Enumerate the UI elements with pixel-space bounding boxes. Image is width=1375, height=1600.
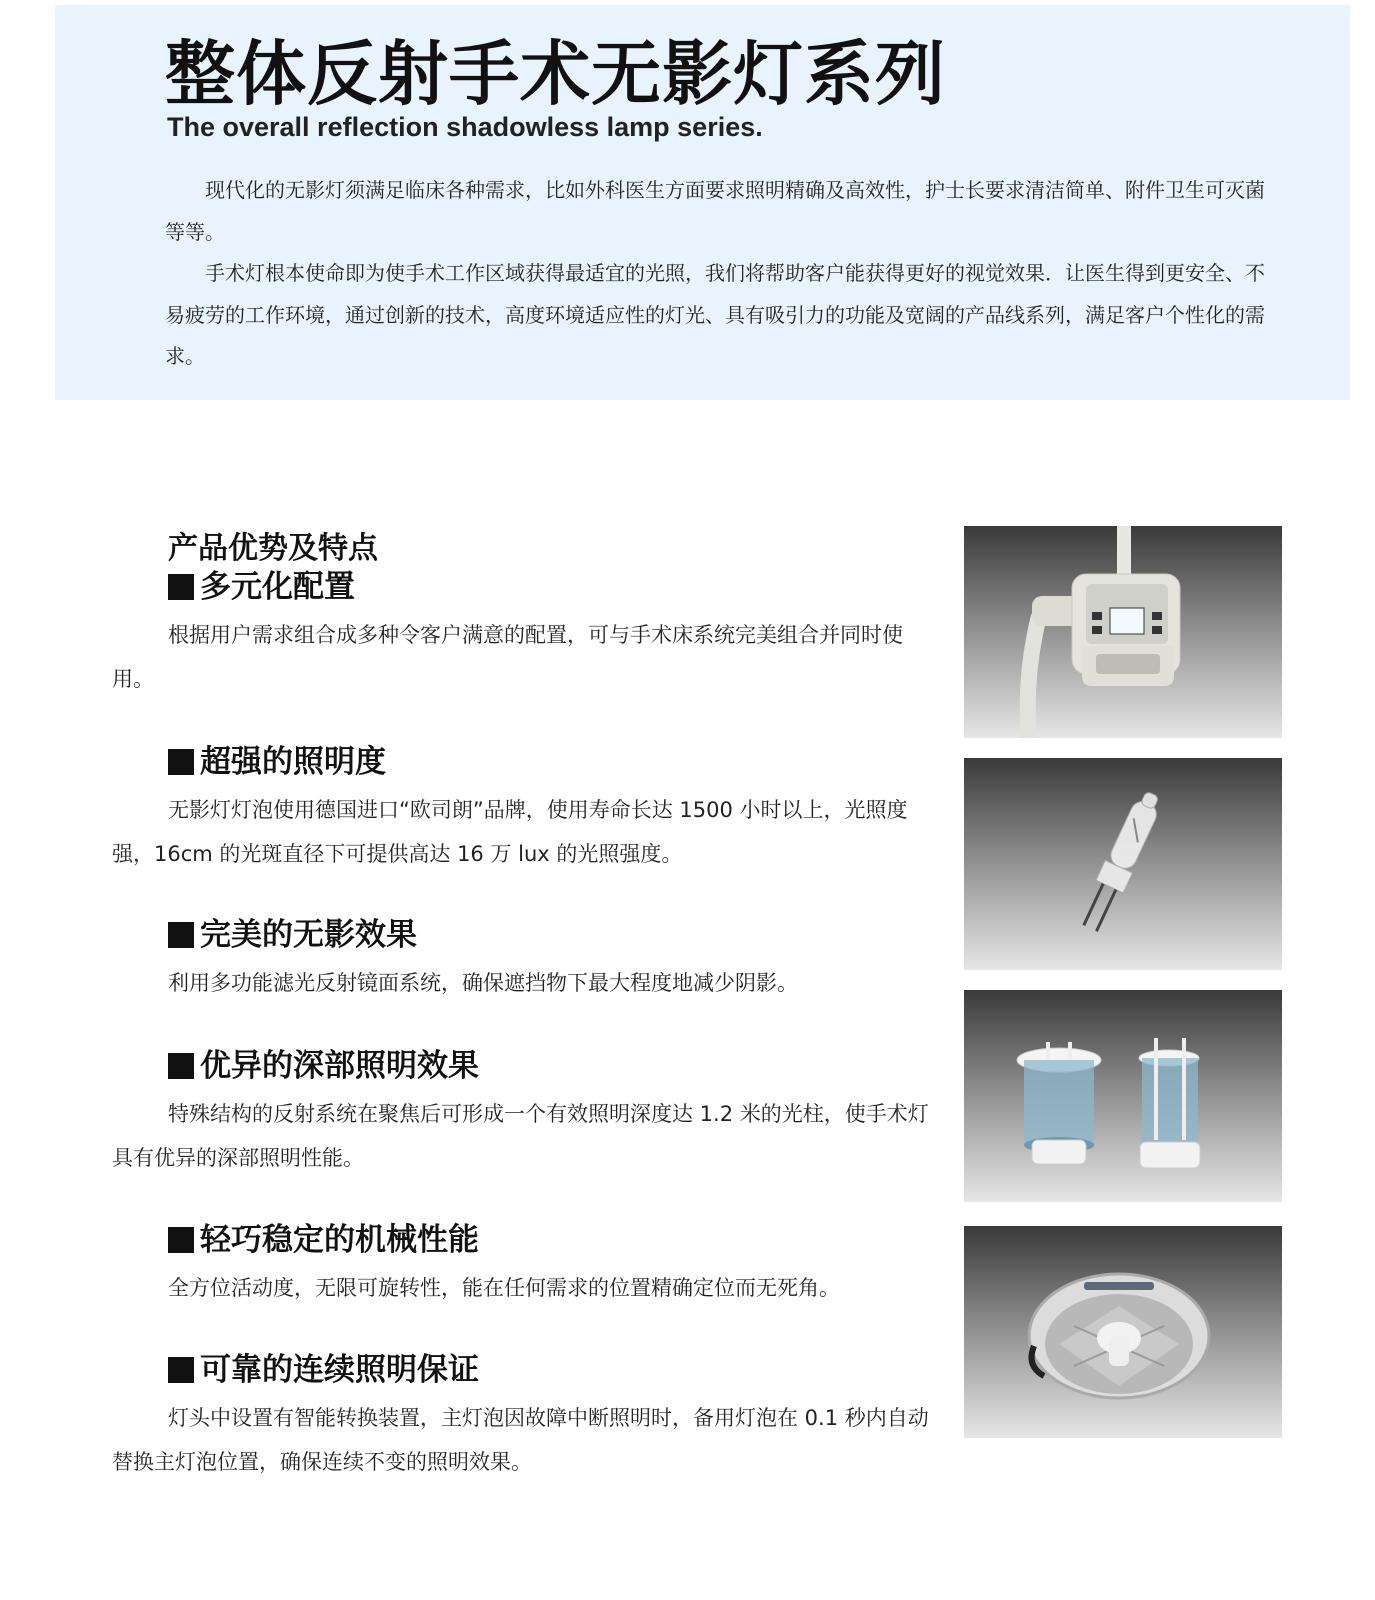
feature-title: 轻巧稳定的机械性能 — [168, 1220, 942, 1260]
reflector-dome-photo — [964, 1226, 1282, 1438]
feature-title: 多元化配置 — [168, 567, 942, 607]
feature-title: 优异的深部照明效果 — [168, 1046, 942, 1086]
intro-paragraph: 手术灯根本使命即为使手术工作区域获得最适宜的光照，我们将帮助客户能获得更好的视觉效果．让医生得到更安全、不易疲劳的工作环境，通过创新的技术，高度环境适应性的灯光、具有吸引力的功能及宽阔的产品线系列，满足客户个性化的需求。 — [165, 261, 1265, 368]
feature-text: 特殊结构的反射系统在聚焦后可形成一个有效照明深度达 1.2 米的光柱，使手术灯具有优异的深部照明性能。 — [112, 1102, 929, 1170]
feature-item — [112, 567, 942, 701]
feature-item — [112, 1220, 942, 1310]
feature-item — [112, 742, 942, 876]
feature-text: 无影灯灯泡使用德国进口“欧司朗”品牌，使用寿命长达 1500 小时以上，光照度强，16cm 的光斑直径下可提供高达 16 万 lux 的光照强度。 — [112, 798, 908, 866]
feature-text: 利用多功能滤光反射镜面系统，确保遮挡物下最大程度地减少阴影。 — [168, 971, 798, 995]
feature-text: 根据用户需求组合成多种令客户满意的配置，可与手术床系统完美组合并同时使用。 — [112, 623, 903, 691]
lamp-control-panel-photo — [964, 526, 1282, 738]
bullet-square-icon — [168, 1357, 194, 1383]
feature-title: 可靠的连续照明保证 — [168, 1350, 942, 1390]
feature-title: 超强的照明度 — [168, 742, 942, 782]
page-title: 整体反射手术无影灯系列 — [165, 33, 946, 115]
halogen-bulb-photo — [964, 758, 1282, 970]
intro-paragraph: 现代化的无影灯须满足临床各种需求，比如外科医生方面要求照明精确及高效性，护士长要求清洁简单、附件卫生可灭菌等等。 — [165, 178, 1265, 244]
intro-text — [165, 170, 1280, 378]
feature-item — [112, 915, 942, 1005]
feature-text: 灯头中设置有智能转换装置，主灯泡因故障中断照明时，备用灯泡在 0.1 秒内自动替换主灯泡位置，确保连续不变的照明效果。 — [112, 1406, 929, 1474]
bullet-square-icon — [168, 574, 194, 600]
filter-reflector-cups-photo — [964, 990, 1282, 1202]
bullet-square-icon — [168, 1053, 194, 1079]
feature-text: 全方位活动度，无限可旋转性，能在任何需求的位置精确定位而无死角。 — [168, 1276, 840, 1300]
bullet-square-icon — [168, 922, 194, 948]
feature-item — [112, 1046, 942, 1180]
bullet-square-icon — [168, 749, 194, 775]
page-subtitle: The overall reflection shadowless lamp series. — [167, 112, 763, 142]
bullet-square-icon — [168, 1227, 194, 1253]
feature-item — [112, 1350, 942, 1484]
features-heading: 产品优势及特点 — [168, 531, 378, 566]
feature-title: 完美的无影效果 — [168, 915, 942, 955]
